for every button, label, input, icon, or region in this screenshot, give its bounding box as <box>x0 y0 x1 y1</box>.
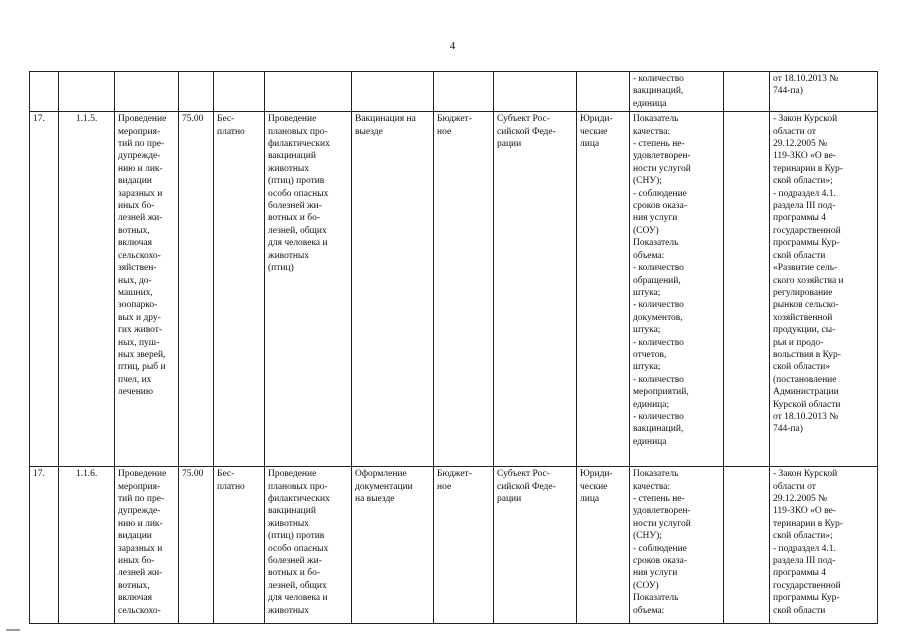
cell-law: - Закон Курской области от 29.12.2005 № 119-ЗКО «О ве- теринарии в Кур- ской области»; - подраздел 4.1. раздела III под- программы 4 государственной программы Кур- ской области «Развитие сель- ского хозяйства и регулирование рынков сельско- хозяйственной продукции, сы- рья и продо- вольствия в Кур- ской области» (постановление Администрации Курской области от 18.10.2013 № 744-па) <box>770 112 878 467</box>
cell-empty <box>214 72 265 112</box>
cell-payment: Бес- платно <box>214 112 265 467</box>
cell-empty <box>115 72 179 112</box>
cell-okved: 75.00 <box>179 467 214 624</box>
cell-empty <box>352 72 434 112</box>
cell-empty <box>724 112 770 467</box>
cell-service-condition: Оформление документации на выезде <box>352 467 434 624</box>
cell-empty <box>494 72 577 112</box>
cell-consumers: Юриди- ческие лица <box>577 112 630 467</box>
cell-empty <box>265 72 352 112</box>
cell-founder: Субъект Рос- сийской Феде- рации <box>494 467 577 624</box>
cell-law: - Закон Курской области от 29.12.2005 № 119-ЗКО «О ве- теринарии в Кур- ской области»; - подраздел 4.1. раздела III под- программы 4 государственной программы Кур- ской области <box>770 467 878 624</box>
cell-service-name: Проведение мероприя- тий по пре- дупрежде- нию и лик- видации заразных и иных бо- лезней жи- вотных, включая сельскохо- зяйствен- ных, до- машних, зоопарко- вых и дру- гих живот- ных, пуш- ных зверей, птиц, рыб и пчел, их лечению <box>115 112 179 467</box>
cell-empty <box>724 467 770 624</box>
table-row <box>30 112 878 467</box>
table-row <box>30 72 878 112</box>
cell-service-content: Проведение плановых про- филактических вакцинаций животных (птиц) против особо опасных болезней жи- вотных и бо- лезней, общих для человека и животных (птиц) <box>265 112 352 467</box>
cell-service-code: 1.1.6. <box>59 467 115 624</box>
cell-row-number: 17. <box>30 112 59 467</box>
cell-indicators: Показатель качества: - степень не- удовлетворен- ности услугой (СНУ); - соблюдение сроков оказа- ния услуги (СОУ) Показатель объема: - количество обращений, штука; - количество документов, штука; - количество отчетов, штука; - количество мероприятий, единица; - количество вакцинаций, единица <box>630 112 724 467</box>
cell-okved: 75.00 <box>179 112 214 467</box>
cell-empty <box>59 72 115 112</box>
services-table <box>29 71 878 624</box>
table-row <box>30 467 878 624</box>
cell-founder: Субъект Рос- сийской Феде- рации <box>494 112 577 467</box>
cell-law: от 18.10.2013 № 744-па) <box>770 72 878 112</box>
cell-empty <box>577 72 630 112</box>
cell-service-condition: Вакцинация на выезде <box>352 112 434 467</box>
cell-consumers: Юриди- ческие лица <box>577 467 630 624</box>
cell-empty <box>179 72 214 112</box>
cell-institution-type: Бюджет- ное <box>434 112 494 467</box>
cell-service-content: Проведение плановых про- филактических вакцинаций животных (птиц) против особо опасных болезней жи- вотных и бо- лезней, общих для человека и животных <box>265 467 352 624</box>
cell-payment: Бес- платно <box>214 467 265 624</box>
cell-indicators: - количество вакцинаций, единица <box>630 72 724 112</box>
page-number: 4 <box>449 40 456 52</box>
cell-service-name: Проведение мероприя- тий по пре- дупрежде- нию и лик- видации заразных и иных бо- лезней жи- вотных, включая сельскохо- <box>115 467 179 624</box>
cell-institution-type: Бюджет- ное <box>434 467 494 624</box>
cell-empty <box>30 72 59 112</box>
cell-row-number: 17. <box>30 467 59 624</box>
cell-service-code: 1.1.5. <box>59 112 115 467</box>
cell-indicators: Показатель качества: - степень не- удовлетворен- ности услугой (СНУ); - соблюдение сроков оказа- ния услуги (СОУ) Показатель объема: <box>630 467 724 624</box>
scan-mark <box>6 629 20 631</box>
cell-empty <box>434 72 494 112</box>
cell-empty <box>724 72 770 112</box>
